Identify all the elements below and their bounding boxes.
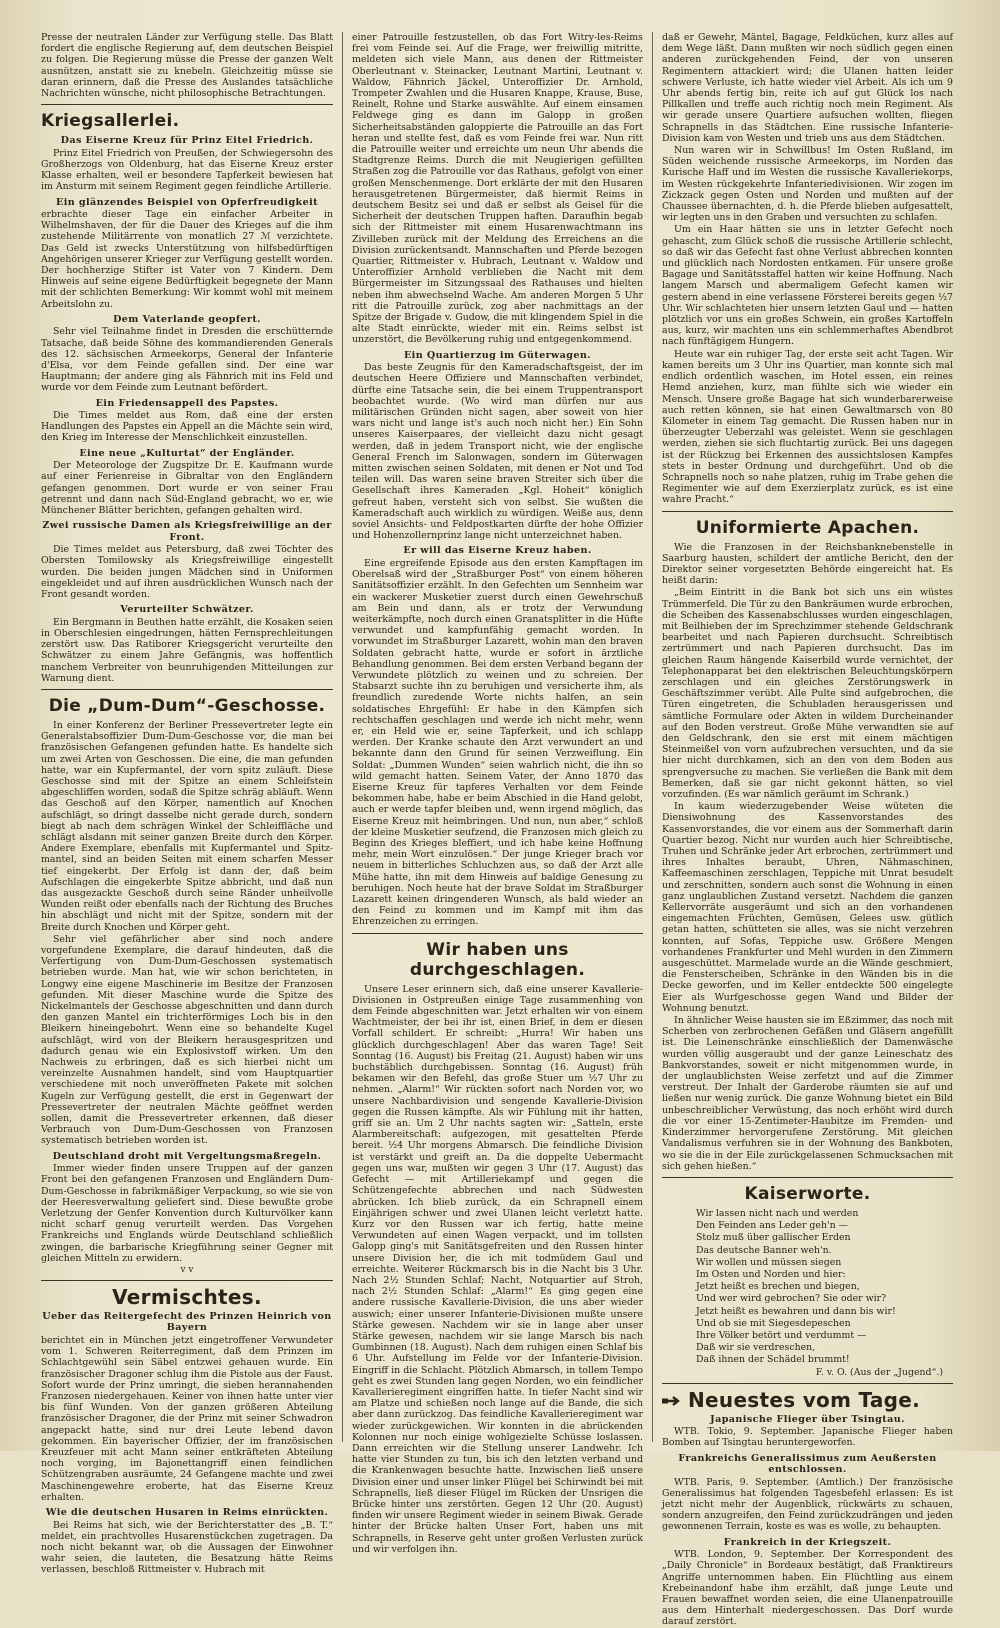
article-text: Eine ergreifende Episode aus den ersten Kampftagen im Oberelsaß wird der „Straßburger Post“ von einem höheren Sanitätsoffizier erzählt. In den Gefechten um Sennheim war ein wackerer Musketier zuerst durch einen Gewehrschuß am Bein und dann, als er trotz der Verwundung weiterkämpfte, noch durch einen Granatsplitter in die Hüfte verwundet und kampfunfähig gemacht worden. In vorwundet im Straßburger Lazarett, wohin man den braven Soldaten gebracht hatte, wurde er sofort in ärztliche Behandlung genommen. Bei dem ersten Verband begann der Verwundete plötzlich zu weinen und zu schreien. Der Stabsarzt suchte ihn zu beruhigen und versicherte ihm, als freundlich zuredende Worte nichts halfen, an sein soldatisches Ehrgefühl: Er habe in den Kämpfen sich rechtschaffen geschlagen und werde ich nicht mehr, wenn er, ein Held wie er, seine Tapferkeit, und ich schlapp werden. Der Kranke schaute den Arzt verwundert an und bekannte dann den Grund für seinen Verzweiflung. Ein Soldat: „Dummen Wunden“ seien wahrlich nicht, die ihn so wild gemacht hatten. Seinem Vater, der Anno 1870 das Eiserne Kreuz für tapferes Verhalten vor dem Feinde bekommen habe, habe er beim Abschied in die Hand gelobt, auch er werde tapfer bleiben und, wenn irgend möglich, das Eiserne Kreuz mit heimbringen. Und nun, nun aber,“ schloß der kleine Musketier seufzend, die Franzosen mich gleich zu Beginn des Krieges bleffiert, und ich habe keine Hoffnung mehr, mein Wort einzulösen.“ Der junge Krieger brach vor neuem in bitterliches Schluchzen aus, so daß der Arzt alle Mühe hatte, ihn mit dem Hinweis auf baldige Genesung zu beruhigen. Noch heute hat der brave Soldat im Straßburger Lazarett keinen dringenderen Wunsch, als bald wieder an den Feind zu kommen und im Kampf mit ihm das Ehrenzeichen zu erringen. — [352, 557, 643, 928]
article-text: erbrachte dieser Tage ein einfacher Arbeiter in Wilhelmshaven, der für die Dauer des Krieges auf die ihm zustehende Militärrente von monatlich 27 ℳ verzichtete. Das Geld ist zwecks Unterstützung von hilfsbedürftigen Angehörigen unserer Krieger zur Verfügung gestellt worden. Der hochherzige Stifter ist Vater von 7 Kindern. Dem Hinweis auf seine eigene Bedürftigkeit begegnete der Mann mit der schlichten Bemerkung: Wir kommt wohl mit meinem Arbeitslohn zu. — [41, 209, 333, 310]
subheading: Zwei russische Damen als Kriegsfreiwillige an der Front. — [42, 520, 332, 543]
poem-line: Jetzt heißt es bewahren und dann bis wir! — [696, 1305, 896, 1317]
article-text: Prinz Eitel Friedrich von Preußen, der Schwiegersohn des Großherzogs von Oldenburg, hat das Eiserne Kreuz erster Klasse erhalten, weil er besondere Tapferkeit bewiesen hat im Ansturm mit seinem Regiment gegen feindliche Artillerie. — [41, 147, 333, 193]
article-text: WTB. Paris, 9. September. (Amtlich.) Der französische Generalissimus hat folgenden Tagesbefehl erlassen: Es ist jetzt nicht mehr der Augenblick, rückwärts zu schauen, sondern anzugreifen, den Feind zurückzudrängen und jeden gewonnenen Terrain, koste es was es wolle, zu behaupten. — [662, 1476, 953, 1533]
article-text: Wie die Franzosen in der Reichsbanknebenstelle in Saarburg hausten, schildert der amtliche Bericht, den der Direktor seiner vorgesetzten Behörde eingereicht hat. Es heißt darin: — [662, 541, 953, 587]
divider — [662, 1177, 953, 1178]
section-title-kaiserworte: Kaiserworte. — [744, 1183, 871, 1204]
columns — [32, 32, 974, 1628]
poem-line: Das deutsche Banner weh'n. — [696, 1244, 832, 1256]
divider — [662, 1383, 953, 1384]
article-text: In ähnlicher Weise hausten sie im Eßzimmer, das noch mit Scherben von zerbrochenen Gefäßen und Gläsern angefüllt ist. Die Leinenschränke einschließlich der Damenwäsche wurden völlig ausgeraubt und der ganze Leineschatz des Bankvorstandes, soweit er nicht mitgenommen wurde, in der unglaublichsten Weise zerfetzt und auf die Zimmer verstreut. Der Inhalt der Garderobe räumten sie auf und ließen nur wenig zurück. Die ganze Wohnung bietet ein Bild unbeschreiblicher Verwüstung, das noch erhöht wird durch die vor einer 15-Zentimeter-Haubitze im Fremden- und Kinderzimmer hervorgerufene Zerstörung. Mit gleichen Vandalismus verfuhren sie in der Wohnung des Bankboten, wo sie die in der Eile zurückgelassenen Schmucksachen mit sich gehen hießen.“ — [662, 1015, 953, 1172]
poem-line: Daß ihnen der Schädel brummt! — [696, 1354, 850, 1366]
article-text: Die Times meldet aus Rom, daß eine der ersten Handlungen des Papstes ein Appell an die Mächte sein wird, den Krieg im Interesse der Menschlichkeit einzustellen. — [41, 410, 333, 444]
separator-mark: v v — [180, 1264, 194, 1275]
poem-line: Stolz muß über gallischer Erden — [696, 1232, 851, 1244]
divider — [662, 511, 953, 512]
column-1 — [32, 32, 342, 1576]
article-text: Heute war ein ruhiger Tag, der erste seit acht Tagen. Wir kamen bereits um 3 Uhr ins Quartier, man konnte sich mal endlich ordentlich waschen, im Hotel essen, ein reines Hemd anziehen, kurz, man fühlte sich wie wieder ein Mensch. Unsere große Bagage hat sich wunderbarerweise auch retten können, sie hat einen Gewaltmarsch von 80 Kilometer in einem Tag gemacht. Die Russen haben nur in überzeugter Ueberzahl was geleistet. Wenn sie geschlagen werden, ziehen sie sich fluchtartig zurück. Bei uns dagegen ist der Rückzug bei Erkennen des aussichtslosen Kampfes stets in bester Ordnung und durchgeführt. Und ob die Schrapnells noch so nahe platzen, ruhig im Trabe gehen die Regimenter wie auf dem Exerzierplatz zurück, es ist eine wahre Pracht.“ — [662, 348, 953, 506]
poem-line: Wir lassen nicht nach und werden — [696, 1207, 859, 1219]
poem-line: Im Osten und Norden und hier: — [696, 1268, 846, 1280]
divider — [41, 1280, 333, 1281]
poem-line: Ihre Völker betört und verdummt — — [696, 1329, 867, 1341]
section-title-kriegsallerlei: Kriegsallerlei. — [41, 111, 180, 132]
subheading: Ein Quartierzug im Güterwagen. — [403, 349, 592, 361]
article-text: Bei Reims hat sich, wie der Berichterstatter des „B. T.“ meldet, ein prachtvolles Husarenstückchen zugetragen. Da noch nicht bekannt war, ob die Aussagen der Einwohner wahr seien, die lauteten, die Besatzung hätte Reims verlassen, beschloß Rittmeister v. Hubrach mit — [41, 1519, 333, 1576]
article-text: Das beste Zeugnis für den Kameradschaftsgeist, der im deutschen Heere Offiziere und Mannschaften verbindet, dürfte eine Tatsache sein, die bei einem Truppentransport beobachtet wurde. (Wo wird man dürfen nur aus militärischen Gründen nicht sagen, aber soweit von hier wars nicht und lange ist's auch noch nicht her.) Ein Sohn unseres Kaiserpaares, der vielleicht dazu nicht gesagt werden, daß in jedem Transport nicht, wie der englische General French im Salonwagen, sondern im Güterwagen mitten zwischen seinen Soldaten, mit denen er Not und Tod teilen will. Das waren seine braven Streiter sich über die Gesellschaft ihres Kameraden „Kgl. Hoheit“ königlich gefreut haben, versteht sich von selbst. Sie wußten die Kameradschaft auch wirklich zu würdigen. Weiße aus, denn soviel Ansichts- und Feldpostkarten dürfte der hohe Offizier und Hohenzollernprinz lange nicht unterzeichnet haben. — [352, 362, 643, 542]
subheading: Deutschland droht mit Vergeltungsmaßregeln. — [52, 1150, 322, 1162]
poem — [662, 1208, 953, 1378]
section-title-durchgeschlagen: Wir haben uns durchgeschlagen. — [409, 939, 586, 980]
section-title-dum-dum: Die „Dum-Dum“-Geschosse. — [48, 695, 326, 716]
article-text: In kaum wiederzugebender Weise wüteten die Diensiwohnung des Kassenvorstandes des Kassenvorstandes, die vor einem aus der Sommerhaft darin Quartier bezog. Nicht nur wurden auch hier Schreibtische, Truhen und Schränke jeder Art erbrochen, zertrümmert und ihres Inhaltes beraubt, Uhren, Nähmaschinen, Kaffeemaschinen zerschlagen, Teppiche mit Unrat besudelt und zerschnitten, sondern auch sonst die Wohnung in einen ganz unglaublichen Zustand versetzt. Nachdem die ganzen Kellervorräte ausgeräumt und sich an den vorhandenen eingemachten Früchten, Gemüsen, Gelees usw. gütlich getan hatten, schütteten sie alles, was sie nicht verzehren konnten, auf Sofas, Teppiche usw. Größere Mengen vorhandenes Frankfurter und Mehl wurden in den Zimmern ausgeschüttet. Marmelade wurde an die Wände geschmiert, die Fensterscheiben, Schränke in den Wänden bis in die Decke geworfen, und im Keller entdeckte 500 eingelegte Eier als Wurfgeschosse gegen Wand und Bilder der Wohnung benutzt. — [662, 801, 953, 1014]
subheading: Er will das Eiserne Kreuz haben. — [403, 545, 592, 557]
column-2 — [342, 32, 652, 1555]
pointing-hand-icon — [662, 1395, 684, 1407]
divider — [41, 104, 333, 105]
subheading: Eine neue „Kulturtat“ der Engländer. — [79, 447, 295, 459]
section-title-text: Neuestes vom Tage. — [688, 1387, 921, 1412]
article-text: Nun waren wir in Schwillbus! Im Osten Rußland, im Süden weichende russische Armeekorps, im Norden das Kurische Haff und im Westen die russische Kavalleriekorps, im Westen rückgekehrte Infanteriedivisionen. Wir zogen im Zickzack gegen Osten und Norden und mußten auf der Chaussee übernachten, d. h. die Pferde blieben aufgesattelt, wir legten uns in den Graben und versuchten zu schlafen. — [662, 145, 953, 224]
subheading: Frankreichs Generalissimus zum Aeußersten entschlossen. — [678, 1452, 937, 1476]
article-text: Presse der neutralen Länder zur Verfügung stelle. Das Blatt fordert die englische Regierung auf, dem deutschen Beispiel zu folgen. Die Regierung müsse die Presse der ganzen Welt ausnützen, anstatt sie zu knebeln. Gleichzeitig müsse sie daran erinnern, daß die Presse des Auslandes tatsächliche Nachrichten wünsche, nicht philosophische Betrachtungen. — [41, 32, 333, 100]
article-text: daß er Gewehr, Mäntel, Bagage, Feldküchen, kurz alles auf dem Wege läßt. Dann mußten wir noch südlich gegen einen anderen zurückgehenden Feind, der von unseren Regimentern attackiert wird; die Ulanen hatten leider schwere Verluste, ich hatte wieder viel Arbeit. Als ich um 9 Uhr abends fertig bin, reite ich auf gut Glück los nach Pillkallen und treffe auch richtig noch mein Regiment. Als wir gerade unsere Quartiere aufsuchen wollten, fliegen Schrapnells in das Städtchen. Eine russische Infanterie-Division kam von Westen und trieb uns aus dem Städtchen. — [662, 32, 953, 144]
poem-line: Wir wollen und müssen siegen — [696, 1256, 842, 1268]
poem-line: Jetzt heißt es brechen und biegen, — [696, 1281, 860, 1293]
article-text: Unsere Leser erinnern sich, daß eine unserer Kavallerie-Divisionen in Ostpreußen einige Tage zusammenhing von dem Feinde abgeschnitten war. Jetzt erhalten wir von einem Wachtmeister, der bei ihr ist, einen Brief, in dem er diesen Vorfall schildert. Er schreibt: „Hurra! Wir haben uns glücklich durchgeschlagen! Aber das waren Tage! Seit Sonntag (16. August) bis Freitag (21. August) haben wir uns buchstäblich durchgebissen. Sonntag (16. August) früh bekamen wir den Befehl, das große Stuer um ½7 Uhr zu nehmen. „Alarm!“ Wir rückten sofort nach Norden vor, wo unsere Nachbardivision und sengende Kavallerie-Division gegen die Russen kämpfte. Als wir Fühlung mit ihr hatten, griff sie an. Um 2 Uhr nachts sagten wir: „Satteln, erste Alarmbereitschaft: aufgezogen, mit gesattelten Pferde bereit. ½4 Uhr morgens Abmarsch. Die feindliche Division ist verstärkt und greift an. Da die doppelte Uebermacht gegen uns war, mußten wir gegen 3 Uhr (17. August) das Gefecht — mit Artilleriekampf und gegen die Schützengefechte abbrechen und nach Südwesten abrücken. Ich blieb zurück, da ein Schrapnell einem Einjährigen schwer und zwei Ulanen leicht verletzt hatte. Kurz vor den Russen war ich fertig, hatte meine Verwundeten auf einen Wagen verpackt, und im tollsten Galopp ging's mit Sanitätsgefreiten und den Russen hinter unsere Division her, die ich mit todmüdem Gaul und erreichte. Weiterer Rückmarsch bis in die Nacht bis 3 Uhr. Nach 2½ Stunden Schlaf; Nacht, Notquartier auf Stroh, nach 2½ Stunden Schlaf: „Alarm!“ Es ging gegen eine andere russische Kavallerie-Division, die uns aber wieder auswich; einer unserer Infanterie-Divisionen mußte unsere Stärke gewesen. Nachdem wir sie in lange aber unser Stärke gewesen, nachdem wir sie lange Marsch bis nach Gumbinnen (18. August). Nach dem ruhigen einen Schlaf bis 6 Uhr. Aufstellung im Felde vor der Infanterie-Division. Eingriff in die Schlacht. Plötzlich Abmarsch, in tollem Tempo geht es zwei Stunden lang gegen Norden, wo ein feindlicher Kavallerieregiment eingriffen hatte. In tiefer Nacht sind wir am Platze und schießen noch lange auf die Bande, die sich aber dann zurückzog. Das feindliche Kavallerieregiment war wieder zurückgewichen. Wir konnten in die abrückenden Kolonnen nur noch einige wohlgezielte Schüsse loslassen. Dann erreichten wir die Stellung unserer Landwehr. Ich hatte vier Stunden zu tun, bis ich den letzten verband und die Krankenwagen besuchte hatte. Inzwischen ließ unsere Division einer und unser linker Flügel bei Schirwindt bei mit Schrapnells, ließ dieser Flügel im Rücken der Unsrigen die Brücke hinter uns zerstörten. Gegen 12 Uhr (20. August) finden wir unsere Regiment wieder in seinem Biwak. Gerade hinter der Brücke halten Unser Fort, haben uns mit Schrapnells, in Reserve geht unter großen Verlusten zurück und wir verfolgen ihn. — [352, 983, 643, 1555]
subheading: Das Eiserne Kreuz für Prinz Eitel Friedrich. — [60, 135, 314, 147]
poem-signature: F. v. O. (Aus der „Jugend“.) — [815, 1366, 943, 1378]
poem-line: Daß wir sie verdreschen, — [696, 1342, 816, 1354]
article-text: Ein Bergmann in Beuthen hatte erzählt, die Kosaken seien in Oberschlesien eingedrungen, hätten Fernsprechleitungen zerstört usw. Das Ratiborer Kriegsgericht verurteilte den Schwätzer zu einem Jahre Gefängnis, was hoffentlich manchem Verbreiter von beunruhigenden Mitteilungen zur Warnung dient. — [41, 616, 333, 684]
article-text: Immer wieder finden unsere Truppen auf der ganzen Front bei den gefangenen Franzosen und Engländern Dum-Dum-Geschosse in fabrikmäßiger Verpackung, so wie sie von der Heeresverwaltung geliefert sind. Diese bewußte grobe Verletzung der Genfer Konvention durch Kulturvölker kann nicht scharf genug verurteilt werden. Das Vorgehen Frankreichs und Englands würde Deutschland schließlich zwingen, die barbarische Kriegführung seiner Gegner mit gleichen Mitteln zu erwidern. — [41, 1163, 333, 1264]
article-text: WTB. Tokio, 9. September. Japanische Flieger haben Bomben auf Tsingtau heruntergeworfen. — [662, 1426, 953, 1449]
poem-line: Den Feinden ans Leder geh'n — — [696, 1220, 848, 1232]
article-text: Die Times meldet aus Petersburg, daß zwei Töchter des Obersten Tomilowsky als Kriegsfreiwillige eingestellt wurden. Die beiden jungen Mädchen sind in Uniformen eingekleidet und auf ihren ausdrücklichen Wunsch nach der Front gesandt worden. — [41, 544, 333, 601]
article-text: Der Meteorologe der Zugspitze Dr. E. Kaufmann wurde auf einer Ferienreise in Gibraltar von den Engländern gefangen genommen. Dort wurde er von seiner Frau getrennt und dann nach Süd-England gebracht, wo er, wie Münchener Blätter berichten, gefangen gehalten wird. — [41, 460, 333, 516]
article-text: Sehr viel gefährlicher aber sind noch andere vorgefundene Exemplare, die darauf hindeuten, daß die Verfertigung von Dum-Dum-Geschossen systematisch betrieben wurde. Man hat, wie wir schon berichteten, in Longwy eine eigene Maschinerie im Besitze der Franzosen gefunden. Mit dieser Maschine wurde die Spitze des Nickelmantels der Geschosse abgeschnitten und dann durch den ganzen Mantel ein trichterförmiges Loch bis in den Bleikern hineingebohrt. Wenn eine so behandelte Kugel aufschlägt, wird von der Bleikern herausgespritzen und dadurch genau wie ein Explosivstoff wirken. Um den Nachweis zu erbringen, daß es sich hierbei nicht um vereinzelte Ausnahmen handelt, sind vom Hauptquartier verschiedene mit noch unveröffneten Pakete mit solchen Kugeln zur Verfügung gestellt, die erst in Gegenwart der Pressevertreter der neutralen Mächte geöffnet werden sollen, damit die Pressevertreter erkennen, daß dieser Verbrauch von Dum-Dum-Geschossen von Franzosen systematisch betrieben worden ist. — [41, 933, 333, 1147]
divider — [352, 933, 643, 934]
subheading: Frankreich in der Kriegszeit. — [723, 1536, 892, 1548]
section-title-apachen: Uniformierte Apachen. — [695, 517, 920, 538]
subheading: Wie die deutschen Husaren in Reims einrückten. — [45, 1507, 329, 1519]
subheading: Japanische Flieger über Tsingtau. — [710, 1413, 905, 1425]
subheading: Ein glänzendes Beispiel von Opferfreudigkeit — [56, 196, 318, 208]
article-text: berichtet ein in München jetzt eingetroffener Verwundeter vom 1. Schweren Reiterregiment, daß dem Prinzen im Schlachtgewühl sein Säbel entzwei gehauen wurde. Ein französischer Dragoner schlug ihm die Pistole aus der Faust. Sofort wurde der Prinz umringt, die sieben herannahenden Franzosen niedergehauen. Keiner von ihnen hatte unter vier bis fünf Wunden. Von der ganzen größeren Abteilung französischer Dragoner, die der Prinz mit seiner Schwadron angepackt hatte, sind nur drei Leute lebend davon gekommen. Ein bayerischer Offizier, der im französischen Kreuzfeuer mit acht Mann seiner entkräfteten Abteilung noch vorging, im Bajonettangriff einen feindlichen Schützengraben ausräumte, 24 Gefangene machte und zwei Maschinengewehre eroberte, hat das Eiserne Kreuz erhalten. — [41, 1334, 333, 1503]
section-title-vermischtes: Vermischtes. — [112, 1284, 262, 1309]
column-3 — [652, 32, 962, 1628]
article-text: Um ein Haar hätten sie uns in letzter Gefecht noch gehascht, zum Glück schoß die russische Artillerie schlecht, so daß wir das Gefecht fast ohne Verlust abbrechen konnten und glücklich nach Nordosten entkamen. Für unsere große Bagage und Sanitätsstaffel hatten wir keine Hoffnung. Nach langem Marsch und abermaligem Gefecht kamen wir gestern abend in eine verlassene Försterei bereits gegen ½7 Uhr. Wir schlachteten hier unsern letzten Gaul und — hatten plötzlich vor uns ein großes Schwein, ein großes Kartoffeln aus, kurz, wir machten uns ein schlemmerhaftes Abendbrot nach fünftägigem Hungern. — [662, 224, 953, 348]
poem-line: Und ob sie mit Siegesdepeschen — [696, 1317, 851, 1329]
article-text: einer Patrouille festzustellen, ob das Fort Witry-les-Reims frei vom Feinde sei. Auf die Frage, wer freiwillig mitritte, meldeten sich viele Mann, aus denen der Rittmeister Oberleutnant v. Steinacker, Leutnant Martini, Leutnant v. Waldow, Fähnrich Jäckel, Unteroffizier Dr. Arnhold, Trompeter Zwahlen und die Husaren Knappe, Krause, Buse, Reinelt, Rohne und Starke auswählte. Auf einem einsamen Feldwege ging es dann im Galopp in großen Sicherheitsabständen galoppierte die Patrouille an das Fort heran und stellte fest, daß es vom Feinde frei war. Nun ritt die Patrouille weiter und erreichte um neun Uhr abends die Stadtgrenze Reims. Durch die mit Neugierigen gefüllten Straßen zog die Patrouille vor das Rathaus, gefolgt von einer großen Menschenmenge. Dort erklärte der mit den Husaren herausgetretenen Bürgermeister, daß hiermit Reims in deutschem Besitz sei und daß er selbst als Geisel für die Sicherheit der deutschen Truppen haften. Daraufhin begab sich der Rittmeister mit einem Husarenwachtmann ins Zivilleben zurück mit der Meldung des Erreichens an die Division zurückentsandt. Mannschaften und Pferde bezogen Quartier, Rittmeister v. Hubrach, Leutnant v. Waldow und Unteroffizier Arnhold verblieben die Nacht mit dem Bürgermeister im Sitzungssaal des Rathauses und hielten neben ihm abwechselnd Wache. Am anderen Morgen 5 Uhr ritt die Patrouille zurück, zog aber nachmittags an der Spitze der Brigade v. Gudow, die mit klingendem Spiel in die alte Stadt einrückte, wieder mit ein. Reims selbst ist unzerstört, die Bevölkerung ruhig und entgegenkommend. — [352, 32, 643, 346]
subheading: Ueber das Reitergefecht des Prinzen Heinrich von Bayern — [42, 1310, 332, 1334]
article-text: In einer Konferenz der Berliner Pressevertreter legte ein Generalstabsoffizier Dum-Dum-Geschosse vor, die man bei französischen Gefangenen gefunden hatte. Es handelte sich um zwei Arten von Geschossen. Die eine, die man gefunden hatte, war ein Kupfermantel, der vorn spitz zuläuft. Diese Geschosse sind mit der Spitze an einem Schleifstein abgeschliffen worden, sodaß die Spitze schräg abläuft. Wenn das Geschoß auf den Körper, namentlich auf Knochen aufschlägt, so dringt dasselbe nicht gerade durch, sondern biegt ab nach dem schrägen Winkel der Schleiffläche und schlägt alsdann mit seiner ganzen Breite durch den Körper. Andere Exemplare, ebenfalls mit Kupfermantel und Spitz-mantel, sind an beiden Seiten mit einem scharfen Messer tief eingekerbt. Der Erfolg ist dann der, daß beim Aufschlagen die eingekerbte Spitze abbricht, und daß nun das ausgezackte Geschoß durch seine Ränder unheilvolle Wunden reißt oder ebenfalls nach der Richtung des Bruches hin abschlägt und nicht mit der Spitze, sondern mit der Breite durch Knochen und Körper geht. — [41, 719, 333, 933]
article-text: „Beim Eintritt in die Bank bot sich uns ein wüstes Trümmerfeld. Die Tür zu den Bankräumen wurde erbrochen, die Scheiben des Kassenabschlusses wurden eingeschlagen, mit Beilhieben der im Sprechzimmer stehende Geldschrank bearbeitet und nach Papieren durchsucht. Schreibtisch zertrümmert und nach Papieren durchsucht. Das im gleichen Raum hängende Kaiserbild wurde vernichtet, der Telephonapparat bei den elektrischen Beleuchtungskörpern zerschlagen und ein gleiches Zerstörungswerk in Geschäftszimmer verübt. Alle Pulte sind aufgebrochen, die Türen eingetreten, die Schubladen herausgerissen und sämtliche Formulare oder Akten in wildem Durcheinander auf den Boden verstreut. Große Mühe verwandten sie auf den Geldschrank, den sie erst mit einem mächtigen Steinmeißel von vorn aufzubrechen versuchten, und da sie hier nicht durchkamen, sich an den von dem Boden aus sprengversuche zu machen. Sie verließen die Bank mit dem Bemerken, daß sie gar nicht gekonnt hätten, so viel vorzufinden. (Es war nämlich geräumt im Schrank.) — [662, 587, 953, 800]
article-text: Sehr viel Teilnahme findet in Dresden die erschütternde Tatsache, daß beide Söhne des kommandierenden Generals des 12. sächsischen Armeekorps, General der Infanterie d'Elsa, vor dem Feinde gefallen sind. Der eine war Hauptmann; der andere ging als Fähnrich mit ins Feld und wurde vor dem Feinde zum Leutnant befördert. — [41, 326, 333, 394]
poem-line: Und wer wird gebrochen? Sie oder wir? — [696, 1293, 887, 1305]
subheading: Dem Vaterlande geopfert. — [113, 313, 261, 325]
subheading: Verurteilter Schwätzer. — [120, 604, 254, 616]
subheading: Ein Friedensappell des Papstes. — [95, 397, 279, 409]
article-text: WTB. London, 9. September. Der Korrespondent des „Daily Chronicle“ in Bordeaux bestätigt, daß Franktireurs Angriffe unternommen haben. Ein Flüchtling aus einem Krebeinandonf habe ihm erzählt, daß junge Leute und Frauen bewaffnet worden seien, die eine Ulanenpatrouille aus dem Hinterhalt niedergeschossen. Das Dorf wurde darauf zerstört. — [662, 1549, 953, 1628]
section-title-neuestes — [662, 1387, 953, 1412]
divider — [41, 689, 333, 690]
